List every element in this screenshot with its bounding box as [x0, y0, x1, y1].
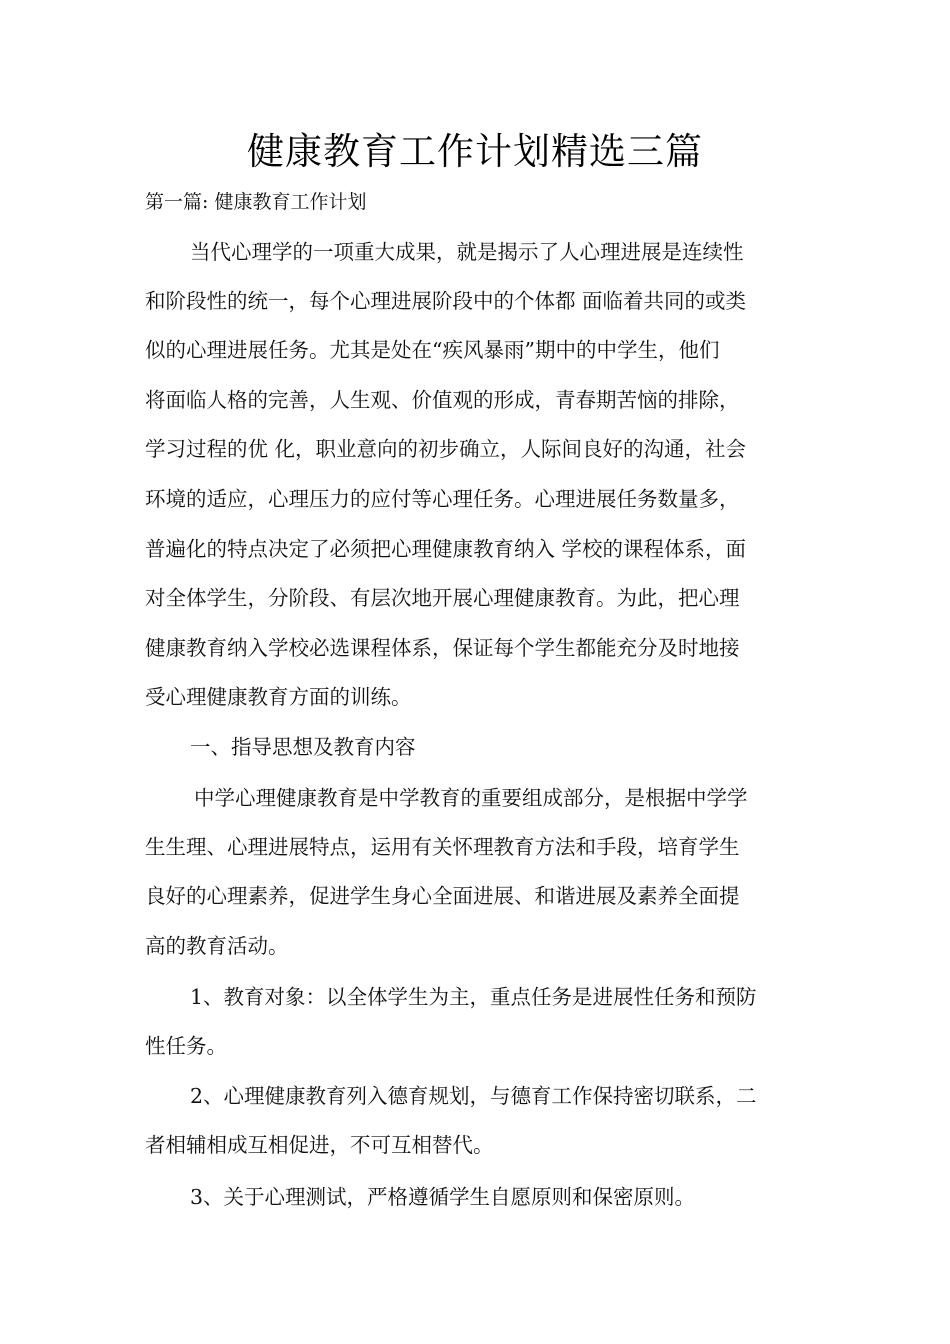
section-heading: 一、指导思想及教育内容 — [190, 735, 416, 759]
paragraph-line: 和阶段性的统一，每个心理进展阶段中的个体都 面临着共同的或类 — [145, 289, 747, 313]
paragraph-line: 环境的适应，心理压力的应付等心理任务。心理进展任务数量多， — [145, 487, 740, 511]
paragraph-line: 当代心理学的一项重大成果，就是揭示了人心理进展是连续性 — [190, 240, 744, 264]
paragraph-line: 良好的心理素养，促进学生身心全面进展、和谐进展及素养全面提 — [145, 884, 740, 908]
paragraph-line: 学习过程的优 化，职业意向的初步确立，人际间良好的沟通，社会 — [145, 437, 747, 461]
list-item-line: 性任务。 — [145, 1034, 227, 1058]
paragraph-line: 健康教育纳入学校必选课程体系，保证每个学生都能充分及时地接 — [145, 636, 740, 660]
paragraph-line: 高的教育活动。 — [145, 934, 289, 958]
document-title: 健康教育工作计划精选三篇 — [247, 130, 703, 173]
paragraph-line: 中学心理健康教育是中学教育的重要组成部分，是根据中学学 — [194, 786, 748, 810]
list-item-line: 2、心理健康教育列入德育规划，与德育工作保持密切联系，二 — [190, 1084, 757, 1108]
list-item-line: 者相辅相成互相促进，不可互相替代。 — [145, 1133, 494, 1157]
list-item-line: 1、教育对象：以全体学生为主，重点任务是进展性任务和预防 — [190, 985, 757, 1009]
list-item-line: 3、关于心理测试，严格遵循学生自愿原则和保密原则。 — [190, 1185, 696, 1209]
paragraph-line: 受心理健康教育方面的训练。 — [145, 685, 412, 709]
paragraph-line: 生生理、心理进展特点，运用有关怀理教育方法和手段，培育学生 — [145, 835, 740, 859]
section-heading-part-one: 第一篇: 健康教育工作计划 — [145, 191, 367, 213]
paragraph-line: 对全体学生，分阶段、有层次地开展心理健康教育。为此，把心理 — [145, 586, 740, 610]
paragraph-line: 普遍化的特点决定了必须把心理健康教育纳入 学校的课程体系，面 — [145, 537, 747, 561]
paragraph-line: 将面临人格的完善，人生观、价值观的形成，青春期苦恼的排除， — [145, 388, 740, 412]
paragraph-line: 似的心理进展任务。尤其是处在“疾风暴雨”期中的中学生，他们 — [145, 338, 720, 362]
